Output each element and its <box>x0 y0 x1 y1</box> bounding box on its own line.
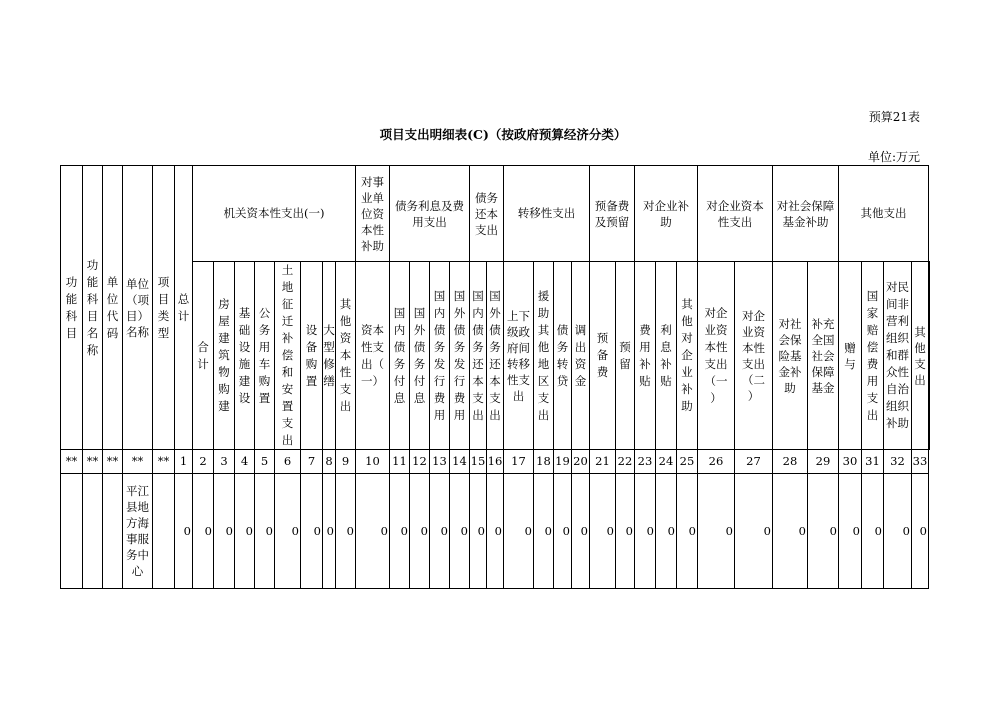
code-cell: 16 <box>487 450 504 474</box>
subcol-label: 预 留 <box>619 339 631 371</box>
value-cell: 0 <box>214 474 235 589</box>
subcol-label: 土 地 征 迁 补 偿 和 安 置 支 出 <box>281 263 294 447</box>
header-unit-code <box>103 166 123 450</box>
code-cell: 9 <box>336 450 356 474</box>
subcol-label: 对企 业资 本性 支出 （二 ） <box>742 308 765 403</box>
document-title: 项目支出明细表(C)（按政府预算经济分类） <box>379 127 627 142</box>
code-cell: 19 <box>554 450 572 474</box>
code-cell: 4 <box>235 450 255 474</box>
code-cell: 23 <box>635 450 656 474</box>
code-cell: 10 <box>356 450 390 474</box>
subcol-label: 大 型 修 缮 <box>323 322 335 388</box>
subcol-label: 债 务 转 贷 <box>556 322 569 388</box>
code-cell: 20 <box>572 450 590 474</box>
subcol-header <box>214 262 235 450</box>
value-cell: 0 <box>616 474 635 589</box>
value-cell: 0 <box>554 474 572 589</box>
value-cell: 0 <box>193 474 214 589</box>
code-cell: 1 <box>175 450 193 474</box>
group-label: 机关资本性支出(一) <box>223 206 325 220</box>
subcol-label: 房 屋 建 筑 物 购 建 <box>218 297 230 413</box>
subcol-label: 国 外 债 务 还 本 支 出 <box>489 288 501 422</box>
subcol-label: 其 他 资 本 性 支 出 <box>339 297 352 413</box>
func-code-cell <box>61 474 83 589</box>
code-cell: 25 <box>677 450 698 474</box>
header-func-name <box>83 166 103 450</box>
subcol-header <box>336 262 356 450</box>
subcol-header <box>301 262 323 450</box>
value-cell: 0 <box>590 474 616 589</box>
code-cell: 29 <box>808 450 839 474</box>
subcol-header <box>735 262 773 450</box>
value-cell: 0 <box>862 474 884 589</box>
subcol-header <box>487 262 504 450</box>
subcol-header <box>554 262 572 450</box>
subcol-header <box>450 262 470 450</box>
subcol-header <box>255 262 275 450</box>
group-header <box>773 166 839 262</box>
subcol-header <box>773 262 808 450</box>
code-cell: ** <box>83 450 103 474</box>
subcol-label: 基 础 设 施 建 设 <box>238 305 251 405</box>
value-cell: 0 <box>255 474 275 589</box>
subcol-label: 费 用 补 贴 <box>639 322 651 388</box>
code-row <box>61 450 930 474</box>
code-cell: 27 <box>735 450 773 474</box>
value-cell: 0 <box>487 474 504 589</box>
value-cell: 0 <box>698 474 735 589</box>
group-label: 对社会保障 基金补助 <box>776 198 835 229</box>
value-cell: 0 <box>410 474 430 589</box>
code-cell: 12 <box>410 450 430 474</box>
group-header-row <box>61 166 930 262</box>
header-label: 单位 （项 目） 名称 <box>126 276 149 339</box>
group-header <box>390 166 470 262</box>
code-cell: 8 <box>323 450 336 474</box>
group-header <box>356 166 390 262</box>
subcol-label: 补充 全国 社会 保障 基金 <box>811 316 835 395</box>
subcol-header <box>235 262 255 450</box>
subcol-label: 国 外 债 务 付 息 <box>413 305 426 405</box>
code-cell: 32 <box>884 450 912 474</box>
group-label: 预备费 及预留 <box>594 198 630 229</box>
value-cell: 0 <box>735 474 773 589</box>
value-cell: 0 <box>912 474 929 589</box>
value-cell: 0 <box>884 474 912 589</box>
project-type-cell <box>153 474 175 589</box>
header-project-type <box>153 166 175 450</box>
code-cell: 18 <box>534 450 554 474</box>
value-cell: 0 <box>470 474 487 589</box>
group-header <box>590 166 635 262</box>
code-cell: ** <box>103 450 123 474</box>
value-cell: 0 <box>390 474 410 589</box>
subcol-header <box>929 262 930 450</box>
subcol-label: 调 出 资 金 <box>574 322 587 388</box>
subcol-header <box>698 262 735 450</box>
header-label: 功 能 科 目 <box>65 274 78 340</box>
code-cell: 21 <box>590 450 616 474</box>
subcol-header <box>470 262 487 450</box>
header-unit-name <box>123 166 153 450</box>
value-cell: 0 <box>336 474 356 589</box>
subcol-header <box>572 262 590 450</box>
code-cell: 11 <box>390 450 410 474</box>
subcol-label: 对企 业资 本性 支出 （一 ） <box>704 305 728 405</box>
unit-name-text: 平江 县地 方海 事服 务中 心 <box>126 484 149 578</box>
group-label: 对事 业单 位资 本性 补助 <box>361 174 384 253</box>
subcol-header <box>635 262 656 450</box>
subcol-label: 国 内 债 务 还 本 支 出 <box>472 288 484 422</box>
group-label: 对企业补 助 <box>643 198 689 229</box>
header-label: 单 位 代 码 <box>106 274 119 340</box>
code-cell: 2 <box>193 450 214 474</box>
value-cell: 0 <box>430 474 450 589</box>
unit-name-cell <box>123 474 153 589</box>
subcol-header <box>275 262 301 450</box>
group-header <box>470 166 504 262</box>
code-cell: 5 <box>255 450 275 474</box>
subcol-label: 国 内 债 务 付 息 <box>393 305 406 405</box>
unit-label: 单位:万元 <box>867 150 920 164</box>
table-row <box>61 474 930 589</box>
code-cell: 28 <box>773 450 808 474</box>
header-label: 项 目 类 型 <box>157 274 170 340</box>
subcol-label: 援 助 其 他 地 区 支 出 <box>537 288 550 422</box>
subcol-label: 国 家 赔 偿 费 用 支 出 <box>866 288 879 422</box>
subcol-label: 设 备 购 置 <box>305 322 318 388</box>
subcol-header <box>616 262 635 450</box>
func-name-cell <box>83 474 103 589</box>
subcol-label: 利 息 补 贴 <box>660 322 672 388</box>
code-cell: 17 <box>504 450 534 474</box>
subcol-label: 预 备 费 <box>596 331 609 379</box>
value-cell: 0 <box>356 474 390 589</box>
subcol-header <box>534 262 554 450</box>
subcol-header <box>504 262 534 450</box>
group-header <box>635 166 698 262</box>
value-cell: 0 <box>450 474 470 589</box>
subcol-header <box>677 262 698 450</box>
unit-code-cell <box>103 474 123 589</box>
subcol-header <box>839 262 862 450</box>
group-label: 债务 还本 支出 <box>475 190 498 237</box>
subcol-label: 其 他 支 出 <box>914 324 926 387</box>
subcol-label: 公 务 用 车 购 置 <box>258 305 271 405</box>
code-cell: 24 <box>656 450 677 474</box>
subcol-label: 国 内 债 务 发 行 费 用 <box>433 288 446 422</box>
code-cell: 6 <box>275 450 301 474</box>
value-cell: 0 <box>323 474 336 589</box>
subcol-label: 其 他 对 企 业 补 助 <box>681 297 693 413</box>
group-header <box>504 166 590 262</box>
subcol-label: 对民 间非 营利 组织 和群 众性 自治 组织 补助 <box>886 280 909 430</box>
value-cell: 0 <box>808 474 839 589</box>
code-cell: 14 <box>450 450 470 474</box>
budget-table-number: 预算21表 <box>868 110 920 124</box>
code-cell: ** <box>123 450 153 474</box>
code-cell: 3 <box>214 450 235 474</box>
group-label: 对企业资本 性支出 <box>706 198 764 229</box>
group-label: 其他支出 <box>860 206 907 220</box>
value-cell: 0 <box>839 474 862 589</box>
subcol-label: 资本 性支 出（ 一） <box>361 322 384 388</box>
subcol-header <box>656 262 677 450</box>
expenditure-table <box>60 165 930 589</box>
value-cell: 0 <box>635 474 656 589</box>
subcol-header <box>590 262 616 450</box>
header-label: 功 能 科 目 名 称 <box>86 257 99 357</box>
value-cell: 0 <box>677 474 698 589</box>
value-cell: 0 <box>534 474 554 589</box>
subcol-header <box>808 262 839 450</box>
group-header <box>698 166 773 262</box>
code-cell: ** <box>153 450 175 474</box>
code-cell: 7 <box>301 450 323 474</box>
subcol-header <box>356 262 390 450</box>
value-cell: 0 <box>235 474 255 589</box>
group-label: 债务利息及费 用支出 <box>395 198 464 229</box>
code-cell: 33 <box>912 450 929 474</box>
group-header <box>193 166 356 262</box>
code-cell: 30 <box>839 450 862 474</box>
code-cell: 22 <box>616 450 635 474</box>
code-cell: 13 <box>430 450 450 474</box>
value-cell: 0 <box>275 474 301 589</box>
code-cell: 15 <box>470 450 487 474</box>
code-cell: 26 <box>698 450 735 474</box>
subcol-label: 合 计 <box>197 339 209 371</box>
value-cell: 0 <box>504 474 534 589</box>
subcol-header <box>390 262 410 450</box>
subcol-label: 上下 级政 府间 转移 性支 出 <box>507 308 530 403</box>
subcol-header <box>430 262 450 450</box>
value-cell: 0 <box>773 474 808 589</box>
header-func-code <box>61 166 83 450</box>
subcol-header <box>323 262 336 450</box>
subcol-header <box>884 262 912 450</box>
header-label: 总 计 <box>177 291 190 323</box>
subcol-header <box>862 262 884 450</box>
subcol-label: 赠 与 <box>844 340 856 371</box>
value-cell: 0 <box>572 474 590 589</box>
code-cell: 31 <box>862 450 884 474</box>
code-cell: ** <box>61 450 83 474</box>
subcol-header <box>410 262 430 450</box>
group-label: 转移性支出 <box>517 206 576 220</box>
value-cell: 0 <box>175 474 193 589</box>
subcol-label: 对社 会保 险基 金补 助 <box>778 316 802 395</box>
value-cell: 0 <box>656 474 677 589</box>
subcol-header <box>193 262 214 450</box>
subcol-header <box>912 262 929 450</box>
header-total <box>175 166 193 450</box>
subcol-label: 国 外 债 务 发 行 费 用 <box>453 288 466 422</box>
group-header <box>839 166 929 262</box>
value-cell: 0 <box>301 474 323 589</box>
